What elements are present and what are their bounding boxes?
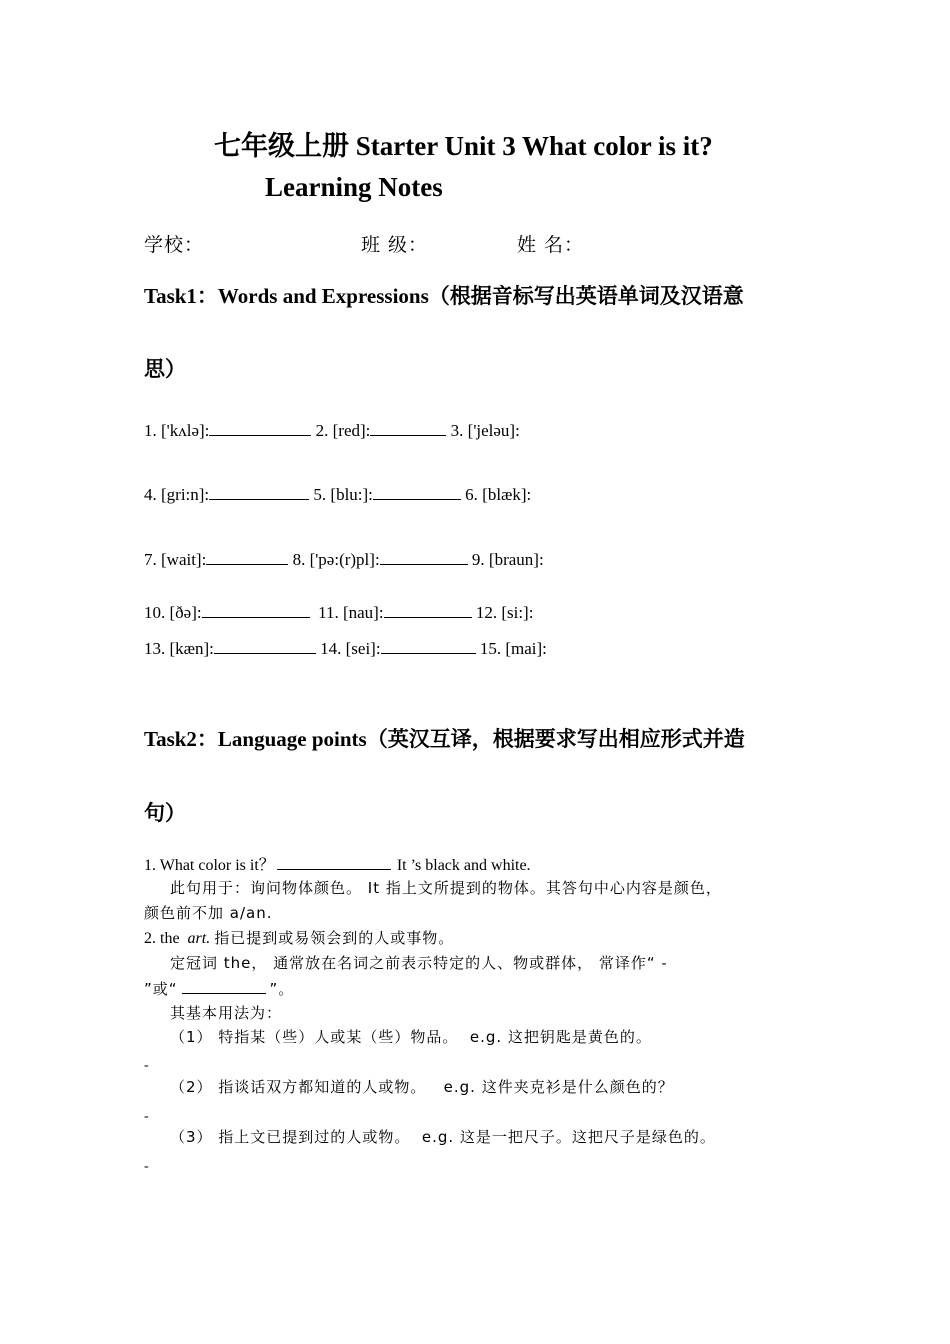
word-item: 10. [ðə]: [144,603,202,622]
word-row-1 [144,420,520,441]
usage-2: （2） 指谈话双方都知道的人或物。 e.g. 这件夹克衫是什么颜色的？ [170,1078,674,1096]
page-title: 七年级上册 Starter Unit 3 What color is it? [214,131,713,161]
answer-blank[interactable] [209,420,311,436]
name-label: 姓 名： [517,234,585,256]
point-1-note: 此句用于：询问物体颜色。 It 指上文所提到的物体。其答句中心内容是颜色， [170,879,722,897]
dash-mark: - [144,1058,149,1073]
point-1-note-cont: 颜色前不加 a/an. [144,904,273,922]
answer-blank[interactable] [381,638,476,654]
task2-heading: Task2：Language points（英汉互译，根据要求写出相应形式并造 [144,727,745,751]
page-subtitle: Learning Notes [265,172,443,202]
word-item: 2. [red]: [315,421,371,440]
dash-mark: - [661,956,668,972]
word-item: 8. ['pə:(r)pl]: [292,550,380,569]
point-2-head: 2. the art. 指已提到或易领会到的人或事物。 [144,929,455,947]
dash-mark: - [144,1159,149,1174]
word-item: 11. [nau]: [318,603,384,622]
task1-heading-cont: 思） [144,357,186,381]
point-2-note-cont: ”或“ ”。 [144,980,295,998]
word-item: 12. [si:]: [475,603,534,622]
usage-heading: 其基本用法为： [170,1004,283,1022]
task2-heading-cont: 句） [144,801,186,825]
usage-1: （1） 特指某（些）人或某（些）物品。 e.g. 这把钥匙是黄色的。 [170,1028,652,1046]
class-label: 班 级： [361,234,429,256]
answer-blank[interactable] [182,978,266,994]
usage-3: （3） 指上文已提到过的人或物。 e.g. 这是一把尺子。这把尺子是绿色的。 [170,1128,716,1146]
word-item: 1. ['kʌlə]: [144,421,210,440]
task1-heading: Task1：Words and Expressions（根据音标写出英语单词及汉语意 [144,284,744,308]
answer-blank[interactable] [214,638,316,654]
word-item: 14. [sei]: [320,639,381,658]
word-item: 7. [wait]: [144,550,207,569]
dash-mark: - [144,1109,149,1124]
word-item: 9. [braun]: [471,550,544,569]
word-item: 5. [blu:]: [313,485,373,504]
word-item: 4. [gri:n]: [144,485,210,504]
answer-blank[interactable] [373,484,461,500]
word-row-3 [144,549,544,570]
answer-blank[interactable] [202,602,310,618]
answer-blank[interactable] [384,602,472,618]
school-label: 学校： [144,234,205,256]
word-item: 13. [kæn]: [144,639,214,658]
point-1-question: 1. What color is it？ It ’s black and white. [144,852,531,875]
answer-blank[interactable] [277,854,391,870]
answer-blank[interactable] [380,549,468,565]
answer-blank[interactable] [370,420,446,436]
word-item: 3. ['jeləu]: [450,421,520,440]
word-item: 6. [blæk]: [465,485,532,504]
word-row-5 [144,638,547,659]
word-item: 15. [mai]: [479,639,547,658]
word-row-4 [144,602,533,623]
answer-blank[interactable] [206,549,288,565]
word-row-2 [144,484,531,505]
point-2-note: 定冠词 the， 通常放在名词之前表示特定的人、物或群体， 常译作“ - [170,954,668,972]
answer-blank[interactable] [209,484,309,500]
